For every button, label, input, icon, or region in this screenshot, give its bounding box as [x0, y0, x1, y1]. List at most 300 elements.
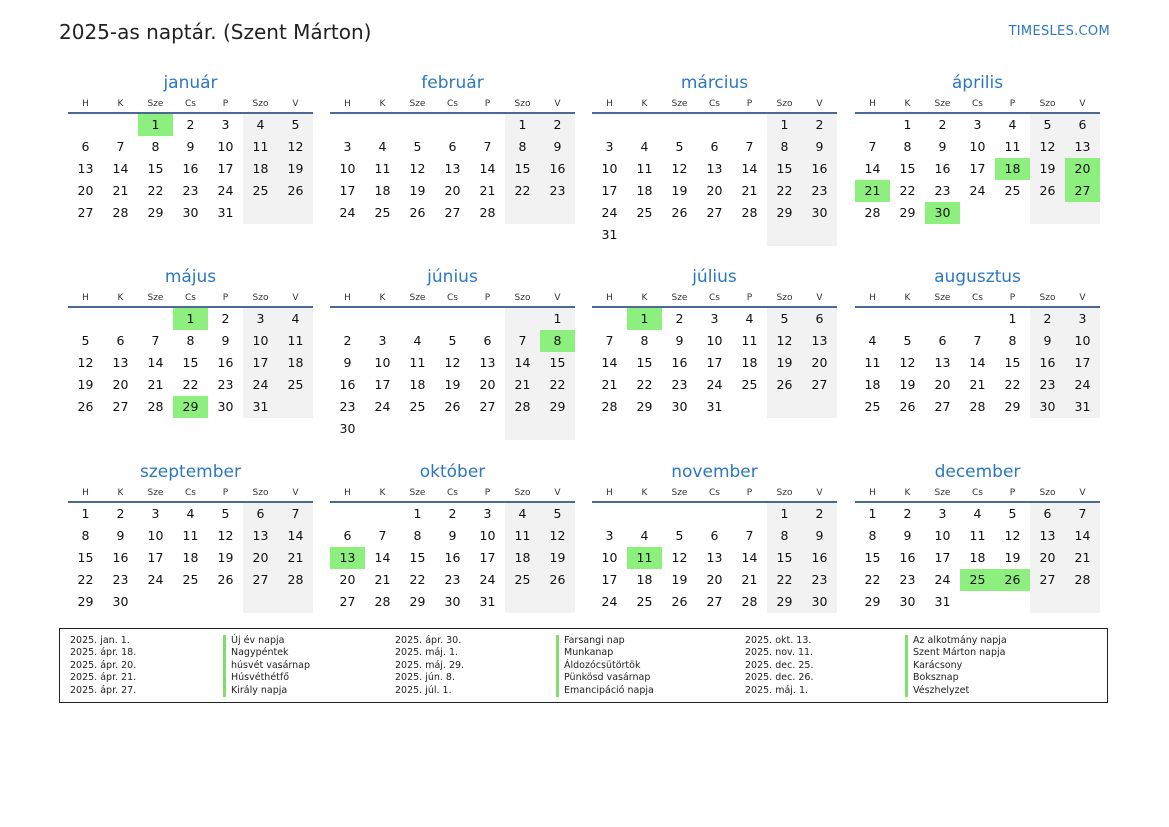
day-cell: 5: [448, 333, 457, 348]
weekday-header: Cs: [435, 290, 470, 308]
day-cell: 22: [147, 183, 164, 198]
day-cell: 14: [505, 352, 540, 374]
day-cell: 9: [448, 528, 457, 543]
weekday-header: Sze: [138, 290, 173, 308]
day-cell: 27: [339, 594, 356, 609]
day-cell: 29: [409, 594, 426, 609]
day-cell: 26: [671, 205, 688, 220]
day-cell: 25: [505, 569, 540, 591]
day-cell: 8: [505, 136, 540, 158]
day-cell: 5: [903, 333, 912, 348]
day-cell: 13: [802, 330, 837, 352]
day-cell: 16: [112, 550, 129, 565]
day-cell: 2: [116, 506, 125, 521]
weekday-header: Sze: [925, 96, 960, 114]
day-cell: 26: [1030, 180, 1065, 202]
day-cell: 14: [601, 355, 618, 370]
weekday-header: K: [627, 290, 662, 308]
empty-cell: [540, 418, 575, 440]
day-cell: 26: [671, 594, 688, 609]
day-cell: 12: [540, 525, 575, 547]
day-cell: 18: [995, 158, 1030, 180]
day-cell: 18: [969, 550, 986, 565]
day-cell: 15: [767, 158, 802, 180]
weekday-header: H: [68, 290, 103, 308]
day-cell: 14: [278, 525, 313, 547]
month-name: február: [421, 73, 484, 93]
day-cell: 11: [741, 333, 758, 348]
weekday-header: P: [732, 485, 767, 503]
day-cell: 24: [243, 374, 278, 396]
day-cell: 18: [636, 572, 653, 587]
day-cell: 30: [339, 421, 356, 436]
day-cell: 8: [640, 333, 649, 348]
weekday-header: Cs: [960, 96, 995, 114]
day-cell: 1: [1008, 311, 1017, 326]
empty-cell: [1065, 591, 1100, 613]
day-cell: 25: [278, 374, 313, 396]
day-cell: 15: [505, 158, 540, 180]
day-cell: 18: [741, 355, 758, 370]
day-cell: 13: [330, 547, 365, 569]
empty-cell: [592, 503, 627, 525]
month-name: december: [934, 462, 1021, 482]
day-cell: 3: [483, 506, 492, 521]
empty-cell: [995, 591, 1030, 613]
day-cell: 14: [1065, 525, 1100, 547]
weekday-header: P: [470, 485, 505, 503]
day-cell: 4: [378, 139, 387, 154]
day-cell: 4: [243, 114, 278, 136]
day-cell: 10: [243, 330, 278, 352]
day-cell: 21: [147, 377, 164, 392]
day-cell: 20: [706, 572, 723, 587]
day-cell: 19: [767, 352, 802, 374]
weekday-header: H: [68, 485, 103, 503]
weekday-header: V: [802, 485, 837, 503]
day-cell: 25: [636, 205, 653, 220]
day-cell: 24: [934, 572, 951, 587]
day-cell: 30: [671, 399, 688, 414]
day-cell: 16: [802, 158, 837, 180]
day-cell: 11: [505, 525, 540, 547]
empty-cell: [330, 503, 365, 525]
legend-dates-col-3: [745, 635, 813, 697]
day-cell: 4: [640, 528, 649, 543]
empty-cell: [592, 114, 627, 136]
day-cell: 11: [182, 528, 199, 543]
empty-cell: [855, 308, 890, 330]
day-cell: 9: [903, 528, 912, 543]
day-cell: 29: [147, 205, 164, 220]
day-cell: 21: [278, 547, 313, 569]
day-cell: 7: [868, 139, 877, 154]
weekday-header: K: [890, 96, 925, 114]
day-cell: 23: [217, 377, 234, 392]
day-cell: 1: [767, 503, 802, 525]
empty-cell: [995, 202, 1030, 224]
legend-date: 2025. okt. 13.: [745, 635, 812, 646]
day-cell: 23: [1030, 374, 1065, 396]
day-cell: 28: [969, 399, 986, 414]
day-cell: 15: [767, 547, 802, 569]
day-cell: 8: [540, 330, 575, 352]
weekday-header: Szo: [767, 96, 802, 114]
empty-cell: [365, 114, 400, 136]
day-cell: 11: [278, 330, 313, 352]
day-cell: 27: [1065, 180, 1100, 202]
weekday-header: Sze: [662, 485, 697, 503]
day-cell: 7: [605, 333, 614, 348]
day-cell: 9: [221, 333, 230, 348]
day-cell: 2: [343, 333, 352, 348]
month-name: szeptember: [140, 462, 241, 482]
day-cell: 31: [217, 205, 234, 220]
weekday-header: P: [732, 96, 767, 114]
day-cell: 16: [540, 158, 575, 180]
legend-date: 2025. ápr. 18.: [70, 647, 137, 659]
day-cell: 25: [636, 594, 653, 609]
legend-date: 2025. jún. 8.: [395, 672, 456, 684]
day-cell: 4: [868, 333, 877, 348]
day-cell: 6: [1030, 503, 1065, 525]
legend-names-col-1: [223, 635, 310, 697]
empty-cell: [592, 308, 627, 330]
month-május: [68, 266, 313, 418]
day-cell: 29: [899, 205, 916, 220]
page-title: 2025-as naptár. (Szent Márton): [59, 20, 372, 44]
month-name: április: [951, 73, 1004, 93]
day-cell: 18: [636, 183, 653, 198]
day-cell: 3: [343, 139, 352, 154]
weekday-header: V: [278, 485, 313, 503]
empty-cell: [802, 224, 837, 246]
day-cell: 29: [864, 594, 881, 609]
day-cell: 8: [186, 333, 195, 348]
day-cell: 13: [112, 355, 129, 370]
day-cell: 6: [448, 139, 457, 154]
legend-date: 2025. máj. 1.: [395, 647, 459, 659]
day-cell: 22: [1004, 377, 1021, 392]
empty-cell: [470, 308, 505, 330]
day-cell: 23: [112, 572, 129, 587]
day-cell: 2: [221, 311, 230, 326]
day-cell: 3: [151, 506, 160, 521]
weekday-header: P: [995, 96, 1030, 114]
weekday-header: V: [802, 290, 837, 308]
day-cell: 5: [1008, 506, 1017, 521]
day-cell: 5: [675, 139, 684, 154]
month-days-grid: [592, 96, 837, 246]
day-cell: 5: [1030, 114, 1065, 136]
day-cell: 10: [147, 528, 164, 543]
legend-holiday-name: Az alkotmány napja: [905, 635, 1007, 647]
weekday-header: Szo: [1030, 290, 1065, 308]
day-cell: 15: [409, 550, 426, 565]
day-cell: 18: [505, 547, 540, 569]
day-cell: 30: [925, 202, 960, 224]
day-cell: 8: [868, 528, 877, 543]
day-cell: 3: [243, 308, 278, 330]
legend-date: 2025. ápr. 27.: [70, 684, 137, 696]
day-cell: 14: [479, 161, 496, 176]
weekday-header: K: [365, 96, 400, 114]
day-cell: 12: [77, 355, 94, 370]
weekday-header: P: [732, 290, 767, 308]
day-cell: 1: [868, 506, 877, 521]
day-cell: 25: [960, 569, 995, 591]
legend-date: 2025. máj. 29.: [395, 659, 465, 671]
day-cell: 27: [243, 569, 278, 591]
day-cell: 11: [969, 528, 986, 543]
day-cell: 9: [675, 333, 684, 348]
day-cell: 25: [374, 205, 391, 220]
day-cell: 30: [802, 591, 837, 613]
day-cell: 28: [741, 205, 758, 220]
month-name: november: [671, 462, 758, 482]
day-cell: 20: [706, 183, 723, 198]
legend-holiday-name: Áldozócsütörtök: [556, 660, 654, 672]
day-cell: 27: [1030, 569, 1065, 591]
empty-cell: [330, 114, 365, 136]
empty-cell: [243, 202, 278, 224]
month-days-grid: [855, 485, 1100, 613]
weekday-header: Sze: [400, 485, 435, 503]
day-cell: 10: [479, 528, 496, 543]
empty-cell: [802, 396, 837, 418]
day-cell: 2: [903, 506, 912, 521]
month-március: [592, 72, 837, 246]
month-name: augusztus: [934, 267, 1021, 287]
weekday-header: P: [208, 96, 243, 114]
day-cell: 13: [1065, 136, 1100, 158]
day-cell: 10: [934, 528, 951, 543]
day-cell: 14: [112, 161, 129, 176]
empty-cell: [1030, 202, 1065, 224]
day-cell: 24: [601, 594, 618, 609]
month-november: [592, 461, 837, 613]
day-cell: 2: [1030, 308, 1065, 330]
day-cell: 24: [217, 183, 234, 198]
empty-cell: [662, 114, 697, 136]
weekday-header: Szo: [243, 485, 278, 503]
day-cell: 19: [1004, 550, 1021, 565]
empty-cell: [435, 308, 470, 330]
day-cell: 27: [802, 374, 837, 396]
day-cell: 14: [864, 161, 881, 176]
day-cell: 21: [741, 183, 758, 198]
legend-holiday-name: Karácsony: [905, 660, 1007, 672]
month-október: [330, 461, 575, 613]
day-cell: 23: [339, 399, 356, 414]
empty-cell: [732, 396, 767, 418]
day-cell: 10: [601, 161, 618, 176]
day-cell: 1: [540, 308, 575, 330]
day-cell: 6: [710, 139, 719, 154]
day-cell: 4: [640, 139, 649, 154]
day-cell: 30: [182, 205, 199, 220]
day-cell: 26: [767, 374, 802, 396]
day-cell: 29: [540, 396, 575, 418]
weekday-header: P: [470, 96, 505, 114]
legend-date: 2025. ápr. 21.: [70, 672, 137, 684]
empty-cell: [767, 224, 802, 246]
empty-cell: [505, 418, 540, 440]
month-december: [855, 461, 1100, 613]
day-cell: 12: [671, 161, 688, 176]
weekday-header: K: [365, 290, 400, 308]
day-cell: 22: [182, 377, 199, 392]
day-cell: 27: [706, 205, 723, 220]
empty-cell: [697, 114, 732, 136]
empty-cell: [960, 591, 995, 613]
day-cell: 9: [802, 136, 837, 158]
day-cell: 22: [767, 569, 802, 591]
day-cell: 6: [116, 333, 125, 348]
day-cell: 25: [1004, 183, 1021, 198]
day-cell: 9: [186, 139, 195, 154]
day-cell: 24: [374, 399, 391, 414]
day-cell: 21: [741, 572, 758, 587]
day-cell: 3: [710, 311, 719, 326]
empty-cell: [103, 114, 138, 136]
day-cell: 9: [1030, 330, 1065, 352]
day-cell: 10: [339, 161, 356, 176]
day-cell: 12: [671, 550, 688, 565]
day-cell: 20: [77, 183, 94, 198]
empty-cell: [365, 418, 400, 440]
day-cell: 12: [767, 330, 802, 352]
day-cell: 7: [378, 528, 387, 543]
day-cell: 29: [767, 591, 802, 613]
month-days-grid: [330, 485, 575, 613]
day-cell: 7: [973, 333, 982, 348]
day-cell: 19: [409, 183, 426, 198]
legend-holiday-name: Boksznap: [905, 672, 1007, 684]
day-cell: 5: [81, 333, 90, 348]
brand-link[interactable]: TIMESLES.COM: [1008, 24, 1110, 39]
empty-cell: [732, 503, 767, 525]
weekday-header: Sze: [138, 485, 173, 503]
day-cell: 17: [601, 572, 618, 587]
day-cell: 19: [444, 377, 461, 392]
day-cell: 25: [243, 180, 278, 202]
day-cell: 8: [81, 528, 90, 543]
day-cell: 24: [706, 377, 723, 392]
day-cell: 24: [601, 205, 618, 220]
day-cell: 31: [479, 594, 496, 609]
weekday-header: Szo: [243, 290, 278, 308]
day-cell: 15: [636, 355, 653, 370]
legend-holiday-name: Király napja: [223, 685, 310, 697]
day-cell: 16: [217, 355, 234, 370]
day-cell: 2: [186, 117, 195, 132]
day-cell: 17: [243, 352, 278, 374]
day-cell: 14: [969, 355, 986, 370]
legend-dates-col-1: [70, 635, 136, 697]
weekday-header: Szo: [1030, 485, 1065, 503]
day-cell: 4: [413, 333, 422, 348]
legend-date: 2025. ápr. 30.: [395, 635, 462, 646]
day-cell: 28: [147, 399, 164, 414]
day-cell: 22: [899, 183, 916, 198]
legend-date: 2025. jan. 1.: [70, 635, 130, 646]
day-cell: 26: [540, 569, 575, 591]
day-cell: 1: [173, 308, 208, 330]
day-cell: 18: [409, 377, 426, 392]
day-cell: 4: [186, 506, 195, 521]
day-cell: 6: [710, 528, 719, 543]
weekday-header: Szo: [243, 96, 278, 114]
empty-cell: [540, 591, 575, 613]
day-cell: 4: [278, 308, 313, 330]
day-cell: 27: [444, 205, 461, 220]
day-cell: 23: [802, 180, 837, 202]
day-cell: 18: [278, 352, 313, 374]
day-cell: 6: [938, 333, 947, 348]
day-cell: 8: [1008, 333, 1017, 348]
day-cell: 18: [374, 183, 391, 198]
day-cell: 17: [1065, 352, 1100, 374]
empty-cell: [243, 591, 278, 613]
day-cell: 13: [934, 355, 951, 370]
day-cell: 7: [505, 330, 540, 352]
day-cell: 16: [182, 161, 199, 176]
weekday-header: Sze: [400, 96, 435, 114]
day-cell: 12: [1030, 136, 1065, 158]
day-cell: 23: [934, 183, 951, 198]
day-cell: 9: [802, 525, 837, 547]
day-cell: 18: [864, 377, 881, 392]
legend-names-col-2: [556, 635, 654, 697]
empty-cell: [208, 591, 243, 613]
day-cell: 11: [636, 161, 653, 176]
day-cell: 26: [899, 399, 916, 414]
day-cell: 27: [112, 399, 129, 414]
empty-cell: [627, 224, 662, 246]
day-cell: 26: [409, 205, 426, 220]
day-cell: 7: [745, 528, 754, 543]
empty-cell: [925, 308, 960, 330]
day-cell: 14: [374, 550, 391, 565]
empty-cell: [138, 308, 173, 330]
day-cell: 12: [1004, 528, 1021, 543]
empty-cell: [662, 503, 697, 525]
day-cell: 2: [802, 114, 837, 136]
weekday-header: Cs: [960, 290, 995, 308]
legend-date: 2025. dec. 25.: [745, 659, 814, 671]
legend-date: 2025. dec. 26.: [745, 672, 814, 684]
day-cell: 2: [938, 117, 947, 132]
day-cell: 30: [1030, 396, 1065, 418]
day-cell: 5: [675, 528, 684, 543]
day-cell: 1: [413, 506, 422, 521]
day-cell: 9: [116, 528, 125, 543]
day-cell: 28: [112, 205, 129, 220]
empty-cell: [732, 114, 767, 136]
day-cell: 8: [767, 525, 802, 547]
month-days-grid: [68, 96, 313, 224]
day-cell: 4: [505, 503, 540, 525]
day-cell: 10: [374, 355, 391, 370]
weekday-header: V: [1065, 290, 1100, 308]
day-cell: 20: [479, 377, 496, 392]
weekday-header: P: [995, 485, 1030, 503]
day-cell: 6: [81, 139, 90, 154]
empty-cell: [890, 308, 925, 330]
empty-cell: [278, 591, 313, 613]
empty-cell: [627, 114, 662, 136]
